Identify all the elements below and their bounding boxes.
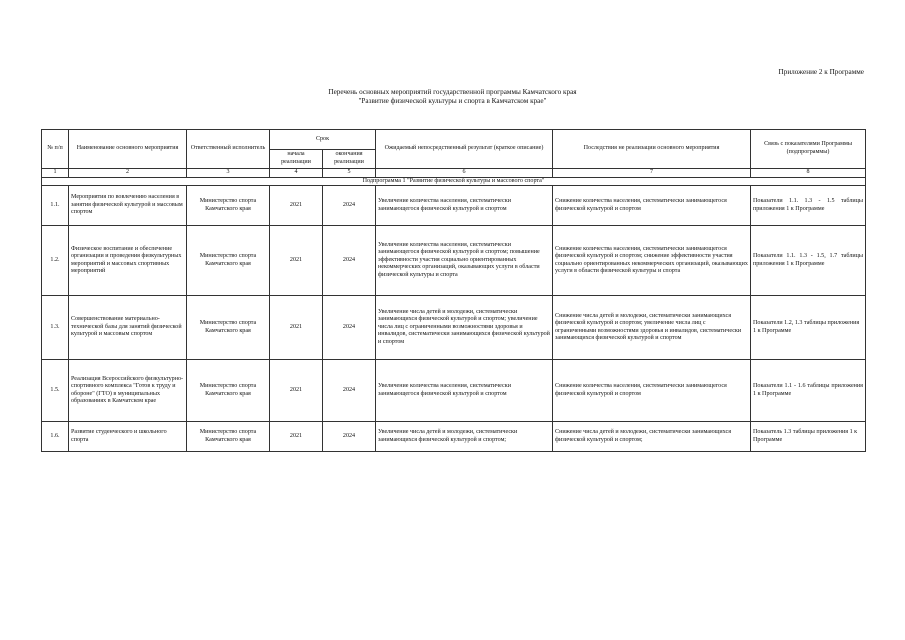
row-result: Увеличение числа детей и молодежи, систематически занимающихся физической культурой и спортом; увеличение числа лиц с ограниченными возможностями здоровья и инвалидов, систематически занимающихся физической культурой и спортом [376,296,553,360]
table-row [42,422,866,452]
row-end: 2024 [323,360,376,422]
col-number: 1 [42,169,69,178]
row-start: 2021 [270,296,323,360]
row-consequences: Снижение числа детей и молодежи, систематически занимающихся физической культурой и спортом; увеличение числа лиц с ограниченными возможностями здоровья и инвалидов, систематически занимающихся физической культурой и спортом [553,296,751,360]
header-consequences: Последствия не реализации основного мероприятия [553,130,751,169]
row-start: 2021 [270,422,323,452]
appendix-label: Приложение 2 к Программе [778,68,864,76]
row-num: 1.1. [42,186,69,226]
row-num: 1.2. [42,226,69,296]
row-consequences: Снижение числа детей и молодежи, систематически занимающихся физической культурой и спортом; [553,422,751,452]
row-name: Физическое воспитание и обеспечение организации и проведения физкультурных мероприятий и массовых спортивных мероприятий [69,226,187,296]
row-consequences: Снижение количества населения, систематически занимающегося физической культурой и спортом [553,360,751,422]
row-executor: Министерство спорта Камчатского края [187,186,270,226]
row-result: Увеличение количества населения, систематически занимающегося физической культурой и спортом [376,186,553,226]
row-executor: Министерство спорта Камчатского края [187,360,270,422]
row-result: Увеличение количества населения, систематически занимающегося физической культурой и спортом; повышение эффективности участия социально ориентированных некоммерческих организаций, оказывающих услуги в области физической культуры и спорта [376,226,553,296]
subprogram-heading: Подпрограмма 1 "Развитие физической культуры и массового спорта" [42,177,866,186]
header-term: Срок [270,130,376,150]
row-consequences: Снижение количества населения, систематически занимающегося физической культурой и спортом [553,186,751,226]
header-executor: Ответственный исполнитель [187,130,270,169]
row-num: 1.5. [42,360,69,422]
row-start: 2021 [270,226,323,296]
col-number: 5 [323,169,376,178]
table-row [42,296,866,360]
header-result: Ожидаемый непосредственный результат (краткое описание) [376,130,553,169]
row-name: Совершенствование материально-технической базы для занятий физической культурой и массовым спортом [69,296,187,360]
row-result: Увеличение числа детей и молодежи, систематически занимающихся физической культурой и спортом; [376,422,553,452]
col-number: 3 [187,169,270,178]
row-consequences: Снижение количества населения, систематически занимающегося физической культурой и спортом; снижение эффективности участия социально ориентированных некоммерческих организаций, оказывающих услуги в области физической культуры и спорта [553,226,751,296]
row-start: 2021 [270,186,323,226]
row-end: 2024 [323,296,376,360]
row-name: Развитие студенческого и школьного спорта [69,422,187,452]
table-row [42,186,866,226]
row-num: 1.3. [42,296,69,360]
row-name: Реализация Всероссийского физкультурно-спортивного комплекса "Готов к труду и обороне" (ГТО) в муниципальных образованиях в Камчатском крае [69,360,187,422]
col-number: 6 [376,169,553,178]
header-link: Связь с показателями Программы (подпрограммы) [751,130,866,169]
row-link: Показатель 1.3 таблицы приложения 1 к Программе [751,422,866,452]
header-num: № п/п [42,130,69,169]
row-link: Показатели 1.1. 1.3 - 1.5, 1.7 таблицы приложения 1 к Программе [751,226,866,296]
row-link: Показатели 1.1. 1.3 - 1.5 таблицы приложения 1 к Программе [751,186,866,226]
header-start: начала реализации [270,150,323,169]
header-name: Наименование основного мероприятия [69,130,187,169]
col-number: 4 [270,169,323,178]
row-end: 2024 [323,422,376,452]
col-number: 8 [751,169,866,178]
row-executor: Министерство спорта Камчатского края [187,296,270,360]
col-number: 2 [69,169,187,178]
table-row [42,226,866,296]
row-link: Показатели 1.2, 1.3 таблицы приложения 1 к Программе [751,296,866,360]
row-name: Мероприятия по вовлечению населения в занятия физической культурой и массовым спортом [69,186,187,226]
title-line-2: "Развитие физической культуры и спорта в Камчатском крае" [358,97,547,105]
row-end: 2024 [323,226,376,296]
row-result: Увеличение количества населения, систематически занимающегося физической культурой и спортом [376,360,553,422]
document-title [0,88,905,106]
header-end: окончания реализации [323,150,376,169]
table-row [42,360,866,422]
column-numbers-row [42,169,866,178]
row-num: 1.6. [42,422,69,452]
measures-table [41,129,866,452]
col-number: 7 [553,169,751,178]
row-link: Показатели 1.1 - 1.6 таблицы приложения 1 к Программе [751,360,866,422]
row-executor: Министерство спорта Камчатского края [187,226,270,296]
row-start: 2021 [270,360,323,422]
row-executor: Министерство спорта Камчатского края [187,422,270,452]
title-line-1: Перечень основных мероприятий государственной программы Камчатского края [328,88,577,96]
row-end: 2024 [323,186,376,226]
